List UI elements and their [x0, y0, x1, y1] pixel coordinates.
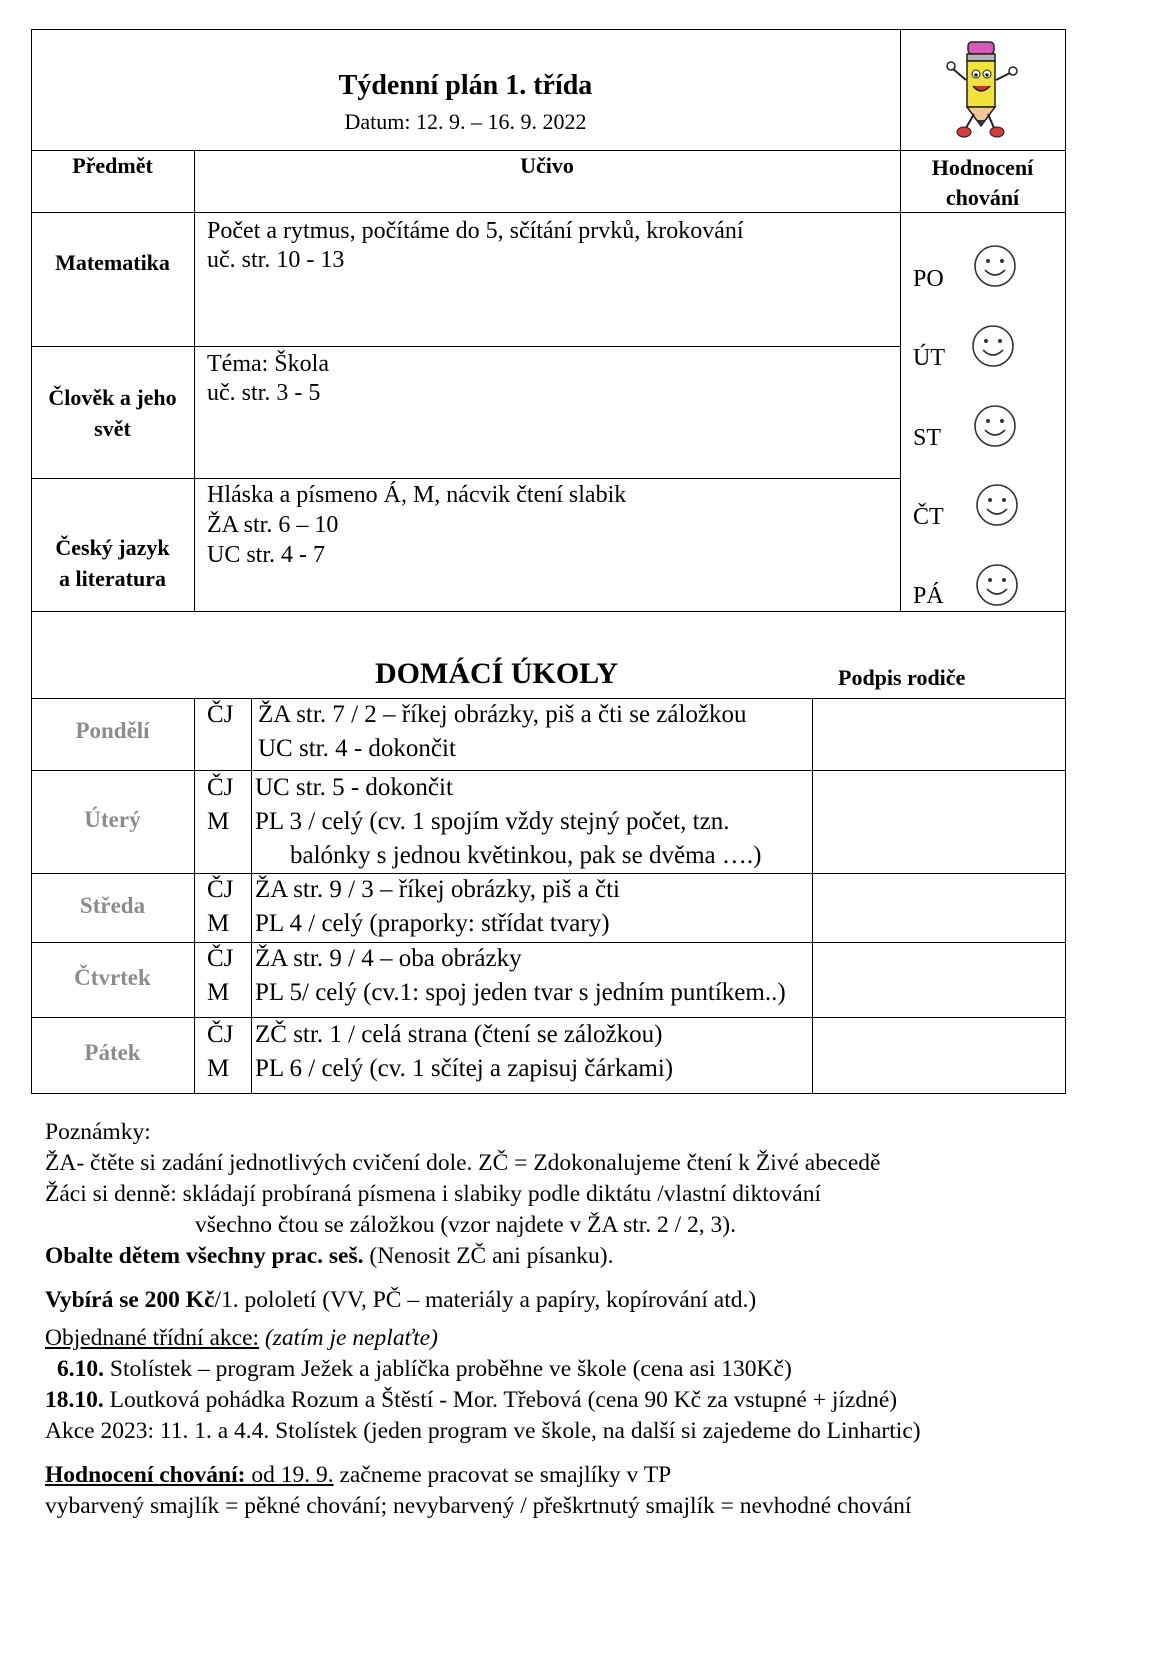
hw-task-line: UC str. 5 - dokončit — [255, 774, 453, 801]
hw-subject-code: M — [207, 979, 230, 1006]
smiley-icon[interactable] — [975, 483, 1019, 527]
subject-label: Český jazyk — [55, 535, 170, 560]
day-thu: ČT — [913, 504, 944, 530]
content-line: UC str. 4 - 7 — [207, 542, 326, 568]
hw-subject-code: M — [207, 910, 230, 937]
page-title: Týdenní plán 1. třída — [338, 70, 593, 101]
content-line: uč. str. 10 - 13 — [207, 247, 345, 273]
hw-task — [255, 1018, 673, 1086]
hw-task-line: ZČ str. 1 / celá strana (čtení se záložkou) — [255, 1021, 663, 1048]
content-line: uč. str. 3 - 5 — [207, 380, 321, 406]
hw-task-line: UC str. 4 - dokončit — [258, 735, 456, 762]
homework-title: DOMÁCÍ ÚKOLY — [375, 657, 619, 690]
behavior-text: začneme pracovat se smajlíky v TP — [333, 1462, 672, 1488]
hw-task-line: ŽA str. 9 / 4 – oba obrázky — [255, 945, 522, 972]
day-fri: PÁ — [913, 583, 944, 609]
col-header-behavior-line2: chování — [945, 185, 1020, 210]
notes-line: ŽA- čtěte si zadání jednotlivých cvičení dole. ZČ = Zdokonalujeme čtení k Živé abecedě — [45, 1150, 881, 1176]
smiley-icon[interactable] — [973, 244, 1017, 288]
parent-signature-label: Podpis rodiče — [838, 665, 966, 690]
content-line: ŽA str. 6 – 10 — [207, 512, 339, 538]
fee-amount: Vybírá se 200 Kč — [45, 1287, 215, 1313]
content-line: Počet a rytmus, počítáme do 5, sčítání prvků, krokování — [207, 218, 744, 244]
hw-task-line: PL 5/ celý (cv.1: spoj jeden tvar s jedním puntíkem..) — [255, 979, 786, 1006]
hw-task-line: PL 6 / celý (cv. 1 sčítej a zapisuj čárkami) — [255, 1055, 674, 1082]
behavior-date: od 19. 9. — [245, 1462, 334, 1488]
event-item — [45, 1385, 921, 1416]
hw-subjects — [207, 771, 233, 839]
hw-task-line: ŽA str. 7 / 2 – říkej obrázky, piš a čti se záložkou — [258, 701, 747, 728]
hw-subject-code: ČJ — [207, 945, 234, 972]
behavior-label: Hodnocení chování: — [45, 1462, 246, 1488]
day-wed: ST — [913, 425, 942, 451]
content-line: Hláska a písmeno Á, M, nácvik čtení slabik — [207, 482, 627, 508]
subject-human-world — [31, 382, 194, 444]
day-mon: PO — [913, 266, 944, 292]
events-heading — [45, 1323, 921, 1354]
subject-label: Matematika — [55, 250, 170, 275]
smiley-icon[interactable] — [971, 324, 1015, 368]
hw-task-line: PL 3 / celý (cv. 1 spojím vždy stejný počet, tzn. — [255, 808, 730, 835]
content-czech — [207, 480, 626, 570]
behavior-block — [45, 1460, 911, 1522]
hw-subject-code: ČJ — [207, 701, 234, 728]
behavior-line: vybarvený smajlík = pěkné chování; nevybarvený / přeškrtnutý smajlík = nevhodné chování — [45, 1493, 912, 1519]
hw-day-wednesday: Středa — [79, 893, 146, 918]
notes-line — [45, 1241, 880, 1272]
smiley-icon[interactable] — [973, 404, 1017, 448]
col-header-content: Učivo — [520, 153, 574, 178]
subject-czech — [31, 532, 194, 594]
event-text: Loutková pohádka Rozum a Štěstí - Mor. Třebová (cena 90 Kč za vstupné + jízdné) — [103, 1387, 898, 1413]
fee-text: /1. pololetí (VV, PČ – materiály a papíry, kopírování atd.) — [214, 1287, 757, 1313]
hw-task-line: balónky s jednou květinkou, pak se dvěma ….) — [290, 842, 762, 869]
events-label: Objednané třídní akce: — [45, 1325, 260, 1351]
notes-heading: Poznámky: — [45, 1119, 151, 1145]
pencil-mascot-icon — [944, 38, 1018, 142]
notes-block — [45, 1117, 880, 1272]
event-item: Akce 2023: 11. 1. a 4.4. Stolístek (jeden program ve škole, na další si zajedeme do Linhartic) — [45, 1418, 921, 1444]
hw-day-tuesday: Úterý — [84, 807, 141, 832]
event-date: 18.10. — [45, 1387, 104, 1413]
hw-task-line: PL 4 / celý (praporky: střídat tvary) — [255, 910, 610, 937]
hw-subjects — [207, 873, 233, 941]
hw-task — [255, 873, 620, 941]
notes-text: (Nenosit ZČ ani písanku). — [363, 1243, 614, 1269]
hw-task — [255, 771, 761, 873]
date-range: Datum: 12. 9. – 16. 9. 2022 — [344, 109, 587, 134]
hw-subject-code: M — [207, 808, 230, 835]
hw-day-friday: Pátek — [84, 1040, 141, 1065]
content-human-world — [207, 348, 329, 409]
hw-subject-code: ČJ — [207, 774, 234, 801]
behavior-line — [45, 1460, 911, 1491]
col-header-behavior-line1: Hodnocení — [931, 155, 1034, 180]
smiley-icon[interactable] — [975, 563, 1019, 607]
subject-label: Člověk a jeho — [48, 385, 177, 410]
hw-subjects — [207, 1018, 233, 1086]
hw-subjects — [207, 698, 233, 732]
subject-math — [31, 250, 194, 276]
day-tue: ÚT — [913, 345, 945, 371]
hw-task-line: ŽA str. 9 / 3 – říkej obrázky, piš a čti — [255, 876, 620, 903]
event-date: 6.10. — [57, 1356, 104, 1382]
events-note: (zatím je neplaťte) — [259, 1325, 438, 1351]
content-line: Téma: Škola — [207, 351, 329, 377]
hw-subject-code: M — [207, 1055, 230, 1082]
hw-task — [258, 698, 747, 766]
hw-subject-code: ČJ — [207, 876, 234, 903]
event-item — [45, 1354, 921, 1385]
hw-day-monday: Pondělí — [75, 718, 150, 743]
events-block — [45, 1323, 921, 1447]
hw-subjects — [207, 942, 233, 1010]
hw-subject-code: ČJ — [207, 1021, 234, 1048]
content-math — [207, 215, 744, 276]
hw-task — [255, 942, 786, 1010]
notes-line: Žáci si denně: skládají probíraná písmena i slabiky podle diktátu /vlastní diktování — [45, 1181, 821, 1207]
event-text: Stolístek – program Ježek a jablíčka proběhne ve škole (cena asi 130Kč) — [104, 1356, 792, 1382]
subject-label: svět — [94, 416, 131, 441]
col-header-subject: Předmět — [72, 153, 153, 178]
hw-day-thursday: Čtvrtek — [74, 965, 151, 990]
notes-line: všechno čtou se záložkou (vzor najdete v ŽA str. 2 / 2, 3). — [195, 1212, 737, 1238]
subject-label: a literatura — [59, 566, 166, 591]
notes-bold: Obalte dětem všechny prac. seš. — [45, 1243, 364, 1269]
col-header-behavior — [900, 153, 1065, 213]
fee-note — [45, 1285, 756, 1316]
